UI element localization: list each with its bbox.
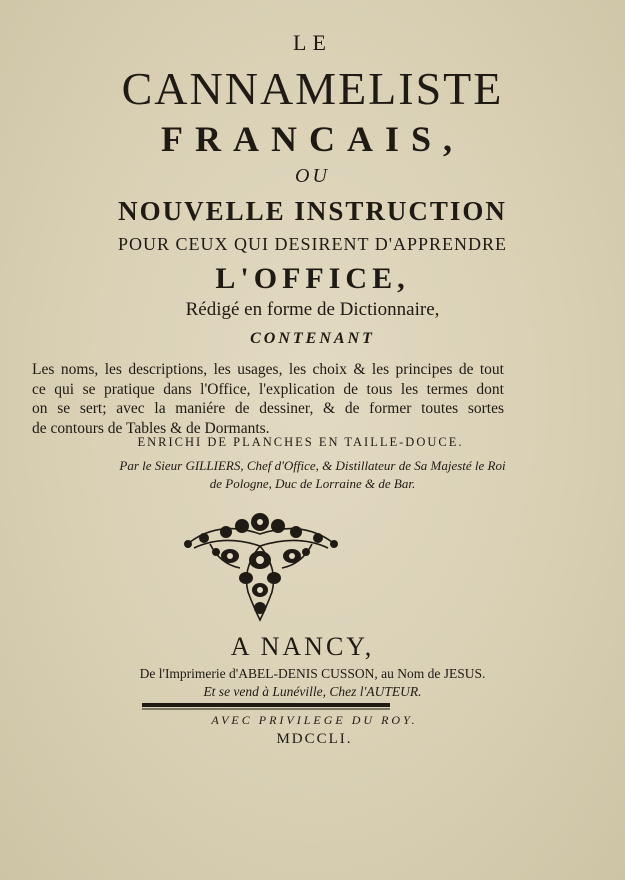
main-title-second-line: FRANCAIS, [160,119,464,159]
subtitle-line-3: L'OFFICE, [215,262,410,295]
title-article: LE [293,30,332,55]
decorative-rule [142,703,390,710]
author-line-continued: de Pologne, Duc de Lorraine & de Bar. [209,476,416,491]
description-line: ce qui se pratique dans l'Office, l'explication de tous les termes dont [32,380,504,398]
subtitle-heading: NOUVELLE INSTRUCTION [118,196,507,226]
subtitle-line-4: Rédigé en forme de Dictionnaire, [185,299,440,320]
description-line: on se sert; avec la maniére de dessiner, & de former toutes sortes [32,400,504,417]
contents-heading: CONTENANT [250,330,375,347]
description-line: Les noms, les descriptions, les usages, les choix & les principes de tout [32,361,504,378]
subtitle-line-2: POUR CEUX QUI DESIRENT D'APPRENDRE [118,234,507,254]
publication-date: MDCCLI. [276,731,353,747]
floral-vignette-icon [180,508,342,626]
description-paragraph [32,360,504,438]
main-title: CANNAMELISTE [121,63,504,114]
privilege-line: AVEC PRIVILEGE DU ROY. [211,713,418,727]
author-line: Par le Sieur GILLIERS, Chef d'Office, & Distillateur de Sa Majesté le Roi [119,458,506,473]
plates-note: ENRICHI DE PLANCHES EN TAILLE-DOUCE. [137,435,464,449]
description-line: de contours de Tables & de Dormants. [32,419,270,437]
title-conjunction: OU [295,165,330,187]
seller-line: Et se vend à Lunéville, Chez l'AUTEUR. [203,684,422,699]
printer-line: De l'Imprimerie d'ABEL-DENIS CUSSON, au Nom de JESUS. [139,666,486,681]
place-of-publication: A NANCY, [230,632,375,661]
